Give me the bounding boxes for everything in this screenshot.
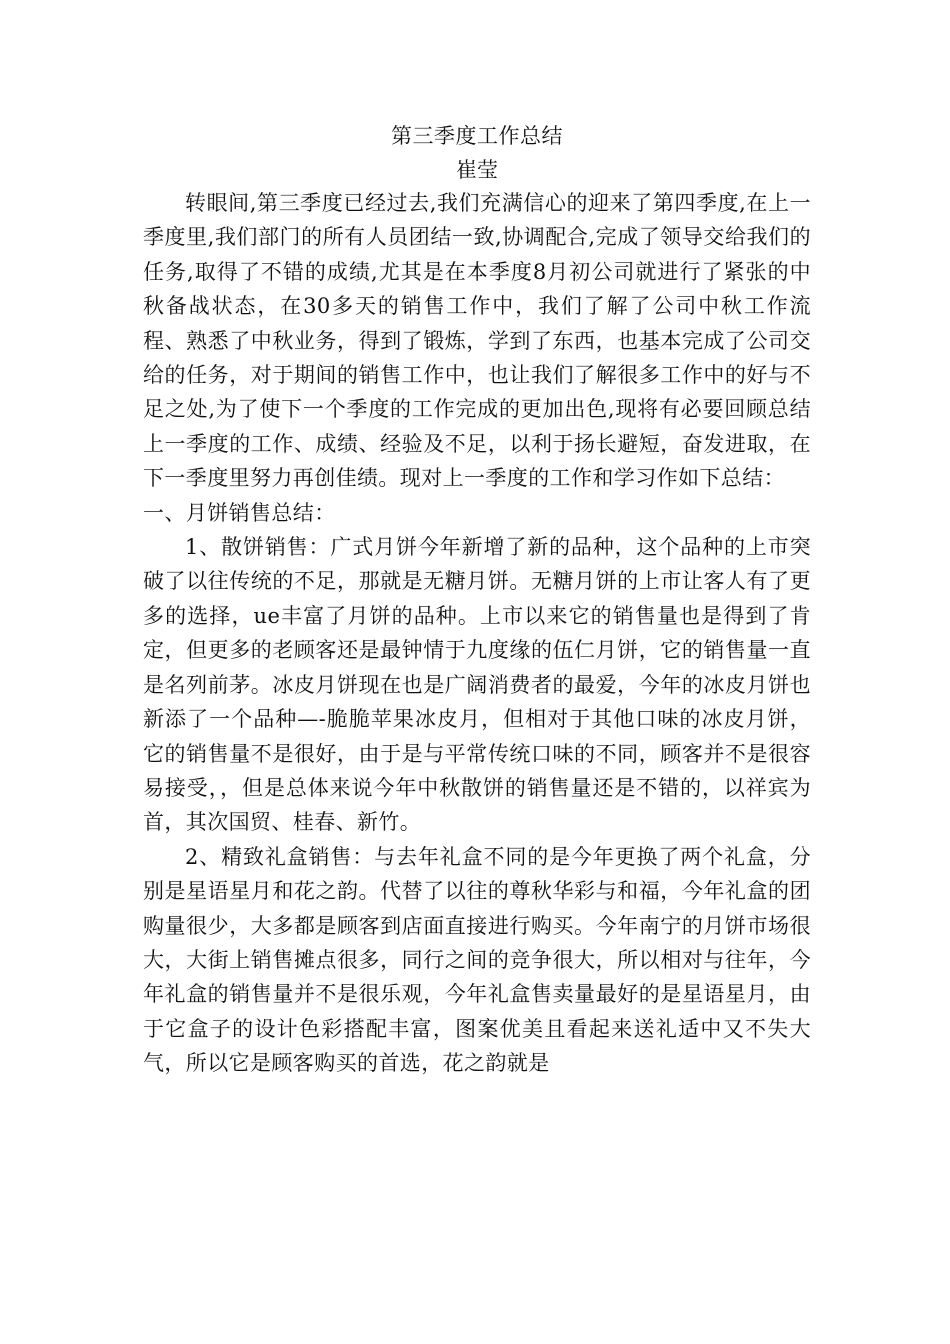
document-body <box>143 118 811 1081</box>
paragraph-loose-mooncake-sales: 1、散饼销售：广式月饼今年新增了新的品种，这个品种的上市突破了以往传统的不足，那就是无糖月饼。无糖月饼的上市让客人有了更多的选择，ue丰富了月饼的品种。上市以来它的销售量也是得到了肯定，但更多的老顾客还是最钟情于九度缘的伍仁月饼，它的销售量一直是名列前茅。冰皮月饼现在也是广阔消费者的最爱，今年的冰皮月饼也新添了一个品种—-脆脆苹果冰皮月，但相对于其他口味的冰皮月饼，它的销售量不是很好，由于是与平常传统口味的不同，顾客并不是很容易接受，，但是总体来说今年中秋散饼的销售量还是不错的，以祥宾为首，其次国贸、桂春、新竹。 <box>143 535 811 835</box>
document-title: 第三季度工作总结 <box>391 124 563 148</box>
section-heading-mooncake-sales: 一、月饼销售总结： <box>143 500 336 525</box>
intro-paragraph: 转眼间,第三季度已经过去,我们充满信心的迎来了第四季度,在上一季度里,我们部门的所有人员团结一致,协调配合,完成了领导交给我们的任务,取得了不错的成绩,尤其是在本季度8月初公司就进行了紧张的中秋备战状态，在30多天的销售工作中，我们了解了公司中秋工作流程、熟悉了中秋业务，得到了锻炼，学到了东西，也基本完成了公司交给的任务，对于期间的销售工作中，也让我们了解很多工作中的好与不足之处,为了使下一个季度的工作完成的更加出色,现将有必要回顾总结上一季度的工作、成绩、经验及不足，以利于扬长避短，奋发进取，在下一季度里努力再创佳绩。现对上一季度的工作和学习作如下总结： <box>143 191 811 491</box>
paragraph-gift-box-sales: 2、精致礼盒销售：与去年礼盒不同的是今年更换了两个礼盒，分别是星语星月和花之韵。代替了以往的尊秋华彩与和福，今年礼盒的团购量很少，大多都是顾客到店面直接进行购买。今年南宁的月饼市场很大，大街上销售摊点很多，同行之间的竞争很大，所以相对与往年，今年礼盒的销售量并不是很乐观，今年礼盒售卖量最好的是星语星月，由于它盒子的设计色彩搭配丰富，图案优美且看起来送礼适中又不失大气，所以它是顾客购买的首选，花之韵就是 <box>143 844 811 1076</box>
document-author: 崔莹 <box>456 158 498 182</box>
